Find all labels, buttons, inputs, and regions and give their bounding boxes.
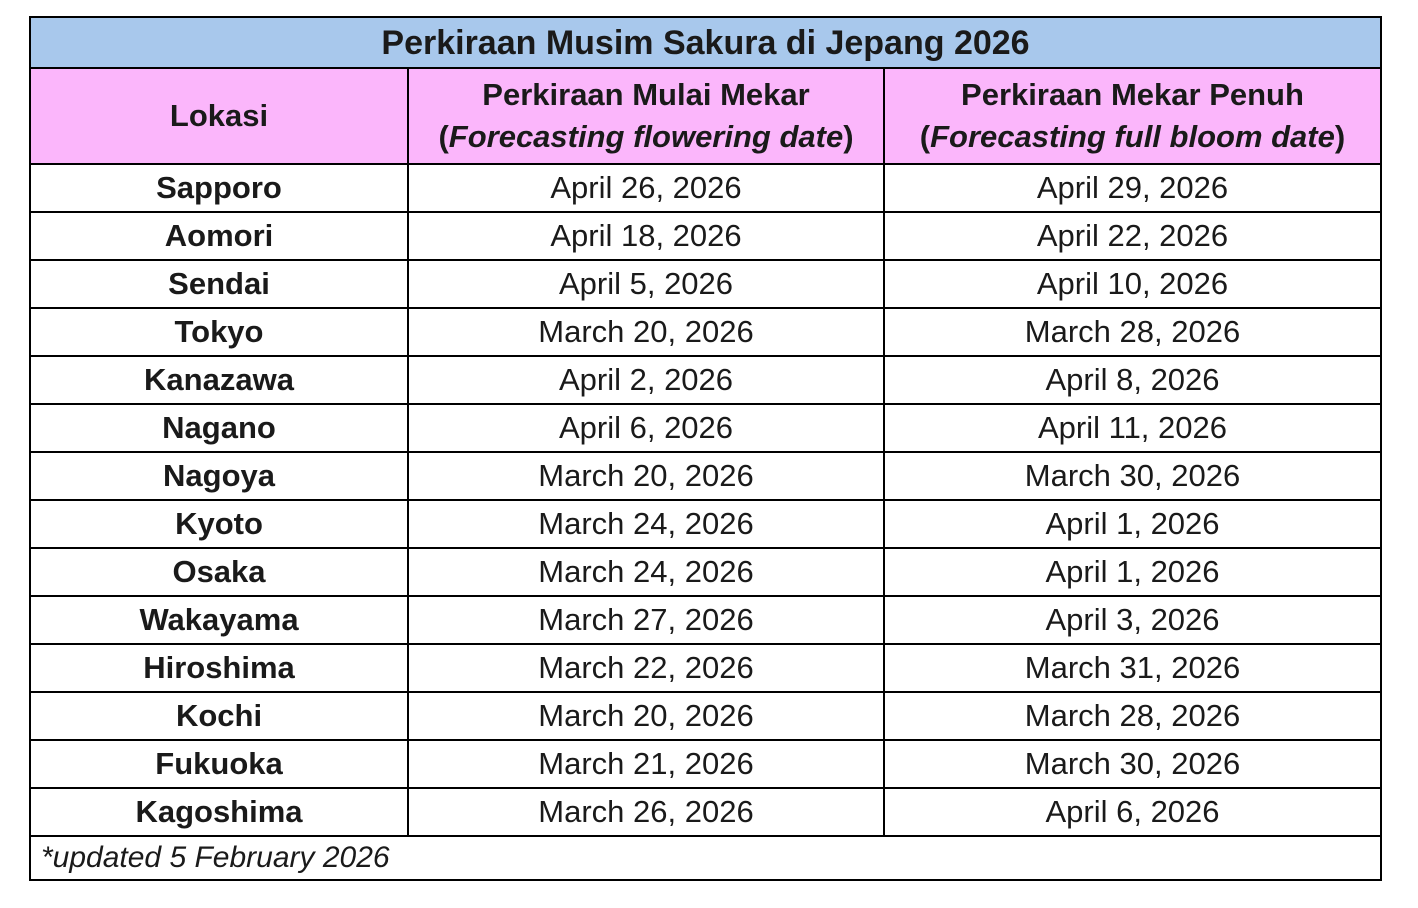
table-row (30, 548, 1381, 596)
header-flowering-line2 (409, 116, 883, 158)
location-cell: Osaka (30, 548, 408, 596)
title-row (30, 17, 1381, 68)
table-row (30, 452, 1381, 500)
header-location: Lokasi (30, 68, 408, 164)
header-bloom-open-paren: ( (919, 119, 931, 154)
header-bloom-line1: Perkiraan Mekar Penuh (961, 77, 1304, 112)
header-flowering-open-paren: ( (438, 119, 449, 154)
full-bloom-date-cell: April 10, 2026 (884, 260, 1381, 308)
flowering-date-cell: April 18, 2026 (408, 212, 884, 260)
sakura-forecast-table (29, 16, 1382, 881)
header-flowering-close-paren: ) (843, 119, 854, 154)
location-cell: Kagoshima (30, 788, 408, 836)
location-cell: Kochi (30, 692, 408, 740)
flowering-date-cell: March 26, 2026 (408, 788, 884, 836)
table-body (30, 164, 1381, 836)
table-row (30, 788, 1381, 836)
full-bloom-date-cell: March 28, 2026 (884, 692, 1381, 740)
full-bloom-date-cell: April 22, 2026 (884, 212, 1381, 260)
table-row (30, 740, 1381, 788)
header-bloom-line2 (885, 116, 1380, 158)
header-row (30, 68, 1381, 164)
flowering-date-cell: March 27, 2026 (408, 596, 884, 644)
table-row (30, 212, 1381, 260)
flowering-date-cell: March 22, 2026 (408, 644, 884, 692)
location-cell: Nagano (30, 404, 408, 452)
table-row (30, 596, 1381, 644)
full-bloom-date-cell: April 8, 2026 (884, 356, 1381, 404)
full-bloom-date-cell: April 1, 2026 (884, 548, 1381, 596)
table-row (30, 500, 1381, 548)
full-bloom-date-cell: March 30, 2026 (884, 740, 1381, 788)
full-bloom-date-cell: April 1, 2026 (884, 500, 1381, 548)
header-flowering-date (408, 68, 884, 164)
location-cell: Kyoto (30, 500, 408, 548)
header-full-bloom-date (884, 68, 1381, 164)
full-bloom-date-cell: March 28, 2026 (884, 308, 1381, 356)
table-row (30, 164, 1381, 212)
flowering-date-cell: April 5, 2026 (408, 260, 884, 308)
location-cell: Aomori (30, 212, 408, 260)
flowering-date-cell: March 20, 2026 (408, 308, 884, 356)
flowering-date-cell: March 24, 2026 (408, 548, 884, 596)
flowering-date-cell: March 20, 2026 (408, 692, 884, 740)
location-cell: Fukuoka (30, 740, 408, 788)
location-cell: Kanazawa (30, 356, 408, 404)
flowering-date-cell: March 21, 2026 (408, 740, 884, 788)
location-cell: Tokyo (30, 308, 408, 356)
header-bloom-close-paren: ) (1334, 119, 1346, 154)
table-row (30, 644, 1381, 692)
footnote: *updated 5 February 2026 (30, 836, 1381, 880)
header-bloom-english: Forecasting full bloom date (930, 119, 1335, 154)
location-cell: Hiroshima (30, 644, 408, 692)
flowering-date-cell: April 6, 2026 (408, 404, 884, 452)
table-row (30, 356, 1381, 404)
location-cell: Wakayama (30, 596, 408, 644)
location-cell: Nagoya (30, 452, 408, 500)
flowering-date-cell: March 24, 2026 (408, 500, 884, 548)
full-bloom-date-cell: April 3, 2026 (884, 596, 1381, 644)
table-row (30, 692, 1381, 740)
table-title: Perkiraan Musim Sakura di Jepang 2026 (30, 17, 1381, 68)
table-row (30, 260, 1381, 308)
footnote-row (30, 836, 1381, 880)
location-cell: Sendai (30, 260, 408, 308)
full-bloom-date-cell: April 11, 2026 (884, 404, 1381, 452)
location-cell: Sapporo (30, 164, 408, 212)
header-flowering-english: Forecasting flowering date (448, 119, 844, 154)
flowering-date-cell: April 2, 2026 (408, 356, 884, 404)
full-bloom-date-cell: April 29, 2026 (884, 164, 1381, 212)
full-bloom-date-cell: April 6, 2026 (884, 788, 1381, 836)
header-flowering-line1: Perkiraan Mulai Mekar (482, 77, 810, 112)
full-bloom-date-cell: March 31, 2026 (884, 644, 1381, 692)
flowering-date-cell: April 26, 2026 (408, 164, 884, 212)
table-row (30, 404, 1381, 452)
flowering-date-cell: March 20, 2026 (408, 452, 884, 500)
full-bloom-date-cell: March 30, 2026 (884, 452, 1381, 500)
table-row (30, 308, 1381, 356)
